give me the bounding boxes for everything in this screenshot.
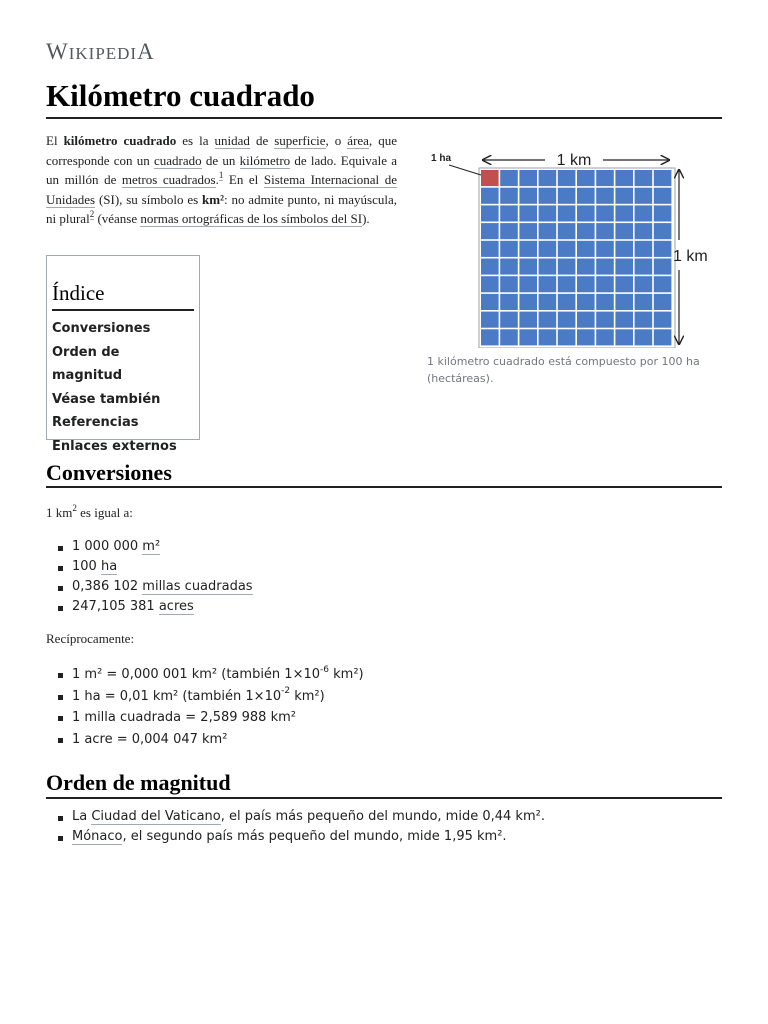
hectare-cell: [635, 188, 653, 204]
link-millas-cuadradas[interactable]: millas cuadradas: [142, 579, 253, 594]
list-item-text: 1 acre = 0,004 047 km²: [72, 731, 228, 747]
hectare-cell: [519, 170, 537, 186]
hectare-cell: [481, 312, 499, 328]
wordmark-initial: W: [46, 39, 69, 64]
list-item-text: 247,105 381: [72, 599, 159, 614]
hectare-cell: [654, 188, 672, 204]
hectare-cell: [519, 223, 537, 239]
hectare-cell: [596, 170, 614, 186]
hectare-cell: [654, 329, 672, 345]
lead-text: En el: [223, 172, 264, 187]
hectare-cell: [519, 259, 537, 275]
wikipedia-wordmark[interactable]: [46, 39, 155, 65]
list-item: [58, 557, 253, 577]
toc-item-vease-tambien[interactable]: Véase también: [52, 391, 161, 407]
exponent: -2: [281, 686, 291, 697]
list-item-text: , el país más pequeño del mundo, mide 0,44 km².: [220, 809, 545, 824]
hectare-cell: [635, 205, 653, 221]
label-1-ha: 1 ha: [431, 153, 452, 164]
table-of-contents: [46, 255, 200, 454]
hectare-cell: [481, 259, 499, 275]
lead-text: de: [249, 133, 275, 148]
hectare-cell: [558, 223, 576, 239]
reciprocal-list: [58, 664, 364, 750]
hectare-cell: [654, 294, 672, 310]
lead-term: kilómetro cuadrado: [63, 133, 177, 148]
reference-2[interactable]: 2: [89, 208, 95, 219]
hectare-cell: [577, 188, 595, 204]
hectare-cell: [481, 276, 499, 292]
hectare-cell: [558, 188, 576, 204]
list-item-text: 0,386 102: [72, 579, 143, 594]
hectare-cell: [635, 312, 653, 328]
hectare-cell: [635, 241, 653, 257]
hectare-cell: [500, 312, 518, 328]
hectare-cell: [635, 329, 653, 345]
lead-text: , o: [325, 133, 348, 148]
hectare-cell: [577, 223, 595, 239]
hectare-cell: [539, 276, 557, 292]
hectare-cell: [500, 205, 518, 221]
intro-text: 1 km: [46, 505, 73, 520]
hectare-cell: [481, 205, 499, 221]
list-item-text: km²): [290, 688, 325, 704]
hectare-cell: [558, 329, 576, 345]
link-monaco[interactable]: Mónaco: [72, 829, 123, 844]
hectare-cell: [654, 241, 672, 257]
lead-text: de lado. Equivale a un millón de: [46, 152, 397, 187]
lead-text: (véanse: [94, 211, 141, 226]
list-item-text: 100: [72, 559, 101, 574]
hectare-cell: [654, 276, 672, 292]
toc-item-orden-de-magnitud[interactable]: Orden de magnitud: [52, 344, 123, 383]
list-item: [58, 807, 545, 827]
hectare-cell: [519, 329, 537, 345]
hectare-cell: [500, 188, 518, 204]
lead-text: , que corresponde con un: [46, 133, 397, 168]
hectare-cell: [577, 170, 595, 186]
wordmark-smallcaps: IKIPEDI: [68, 44, 138, 63]
toc-item-enlaces-externos[interactable]: Enlaces externos: [52, 438, 177, 454]
link-ciudad-del-vaticano[interactable]: Ciudad del Vaticano: [91, 809, 221, 824]
hectare-cell: [519, 241, 537, 257]
label-side-1-km: 1 km: [673, 248, 708, 265]
hectare-cell: [596, 205, 614, 221]
section-divider: [46, 797, 722, 799]
hectare-cell: [539, 294, 557, 310]
hectare-cell: [635, 259, 653, 275]
link-metros-cuadrados[interactable]: metros cuadrados: [121, 172, 216, 187]
hectare-cell: [615, 241, 633, 257]
list-item-text: 1 milla cuadrada = 2,589 988 km²: [72, 710, 296, 725]
toc-item-referencias[interactable]: Referencias: [52, 415, 139, 430]
link-ha[interactable]: ha: [100, 559, 118, 574]
hectare-cell: [481, 294, 499, 310]
link-superficie[interactable]: superficie: [274, 133, 326, 148]
hectare-cell: [596, 329, 614, 345]
hectare-cell: [654, 170, 672, 186]
page-title: Kilómetro cuadrado: [46, 78, 315, 113]
hectare-cell: [635, 294, 653, 310]
lead-symbol: km²: [202, 191, 225, 207]
list-item-text: km²): [329, 667, 364, 682]
lead-text: es la: [176, 133, 215, 148]
magnitude-list: [58, 807, 545, 847]
link-area[interactable]: área: [347, 133, 369, 148]
hectare-cell: [577, 259, 595, 275]
list-item: [58, 537, 253, 557]
lead-text: (SI), su símbolo es: [95, 191, 203, 207]
hectare-cell: [539, 329, 557, 345]
hectare-cell: [481, 188, 499, 204]
hectare-cell: [558, 294, 576, 310]
hectare-cell: [596, 241, 614, 257]
lead-text: .: [215, 172, 219, 187]
link-sistema-internacional[interactable]: Sistema Internacional de Unidades: [46, 172, 397, 207]
list-item-text: La: [72, 809, 92, 824]
lead-text: : no admite punto, ni mayúscula, ni plural: [46, 191, 397, 226]
link-m2[interactable]: m²: [142, 539, 161, 554]
km2-diagram: [427, 148, 727, 348]
hectare-cell: [596, 259, 614, 275]
conversion-list: [58, 537, 253, 617]
hectare-cell: [654, 223, 672, 239]
section-divider: [46, 486, 722, 488]
hectare-cell: [519, 205, 537, 221]
hectare-cell: [615, 259, 633, 275]
hectare-cell: [500, 329, 518, 345]
hectare-cell: [577, 276, 595, 292]
hectare-cell: [481, 241, 499, 257]
hectare-cell: [500, 223, 518, 239]
lead-text: de un: [201, 152, 240, 168]
link-cuadrado[interactable]: cuadrado: [154, 152, 202, 168]
wordmark-final: A: [137, 39, 155, 64]
list-item-text: 1 000 000: [72, 539, 143, 554]
link-unidad[interactable]: unidad: [214, 133, 250, 148]
link-kilometro[interactable]: kilómetro: [239, 152, 291, 168]
list-item: [58, 827, 545, 847]
hectare-cell: [615, 223, 633, 239]
hectare-cell: [539, 223, 557, 239]
hectare-cell: [500, 170, 518, 186]
hectare-cell: [577, 205, 595, 221]
hectare-cell: [615, 188, 633, 204]
hectare-cell: [539, 241, 557, 257]
hectare-cell: [654, 259, 672, 275]
hectare-cell: [500, 276, 518, 292]
list-item: [58, 686, 364, 708]
hectare-cell: [500, 294, 518, 310]
hectare-cell: [654, 205, 672, 221]
toc-title: Índice: [52, 281, 194, 311]
hectare-cell: [654, 312, 672, 328]
hectare-cell: [519, 276, 537, 292]
hectare-cell: [577, 294, 595, 310]
km2-diagram-image[interactable]: [427, 148, 727, 352]
exponent: -6: [320, 664, 329, 675]
conversiones-intro: [46, 502, 133, 521]
hectare-cell: [519, 294, 537, 310]
hectare-cell: [558, 276, 576, 292]
hectare-cell: [596, 276, 614, 292]
hectare-cell: [596, 223, 614, 239]
hectare-cell: [558, 312, 576, 328]
hectare-cell: [577, 329, 595, 345]
toc-list: [52, 317, 194, 458]
hectare-cell: [596, 188, 614, 204]
hectare-cell: [596, 294, 614, 310]
hectare-cell: [539, 170, 557, 186]
list-item-text: 1 m² = 0,000 001 km² (también 1×10: [72, 667, 321, 682]
hectare-cell: [558, 241, 576, 257]
hectare-cell: [635, 276, 653, 292]
hectare-cell: [577, 241, 595, 257]
link-normas-ortograficas[interactable]: normas ortográficas de los símbolos del SI: [140, 211, 363, 226]
hectare-cell: [500, 241, 518, 257]
intro-superscript: 2: [72, 502, 77, 513]
link-acres[interactable]: acres: [158, 599, 194, 614]
title-divider: [46, 117, 722, 119]
list-item: [58, 664, 364, 686]
hectare-cell: [558, 170, 576, 186]
intro-text: es igual a:: [76, 505, 133, 520]
hectare-cell: [615, 205, 633, 221]
reciprocal-intro: Recíprocamente:: [46, 631, 135, 646]
hectare-cell: [539, 205, 557, 221]
list-item: [58, 729, 364, 751]
hectare-cell: [635, 170, 653, 186]
hectare-cell: [481, 329, 499, 345]
toc-item-conversiones[interactable]: Conversiones: [52, 321, 151, 336]
hectare-cell: [577, 312, 595, 328]
hectare-cell: [519, 188, 537, 204]
lead-text: El: [46, 133, 64, 148]
hectare-cell: [519, 312, 537, 328]
ha-pointer: [449, 165, 481, 175]
hectare-cell: [615, 276, 633, 292]
lead-text: ).: [362, 211, 370, 226]
section-heading-orden-de-magnitud: Orden de magnitud: [46, 770, 231, 795]
hectare-cell: [539, 188, 557, 204]
lead-paragraph: [46, 131, 397, 229]
hectare-cell: [500, 259, 518, 275]
list-item: [58, 707, 364, 729]
hectare-cell: [481, 223, 499, 239]
hectare-cell: [615, 294, 633, 310]
section-heading-conversiones: Conversiones: [46, 460, 172, 485]
hectare-cell: [558, 259, 576, 275]
hectare-cell: [615, 170, 633, 186]
hectare-cell-highlight: [481, 170, 499, 186]
list-item-text: 1 ha = 0,01 km² (también 1×10: [72, 688, 282, 704]
list-item-text: , el segundo país más pequeño del mundo, mide 1,95 km².: [122, 829, 507, 844]
list-item: [58, 577, 253, 597]
hectare-cell: [558, 205, 576, 221]
hectare-cell: [596, 312, 614, 328]
hectare-cell: [635, 223, 653, 239]
list-item: [58, 597, 253, 617]
hectare-cell: [539, 312, 557, 328]
figure-caption: 1 kilómetro cuadrado está compuesto por 100 ha (hectáreas).: [427, 355, 700, 385]
hectare-cell: [615, 312, 633, 328]
hectare-cell: [539, 259, 557, 275]
label-top-1-km: 1 km: [556, 152, 592, 169]
hectare-cell: [615, 329, 633, 345]
reference-1[interactable]: 1: [218, 169, 224, 180]
